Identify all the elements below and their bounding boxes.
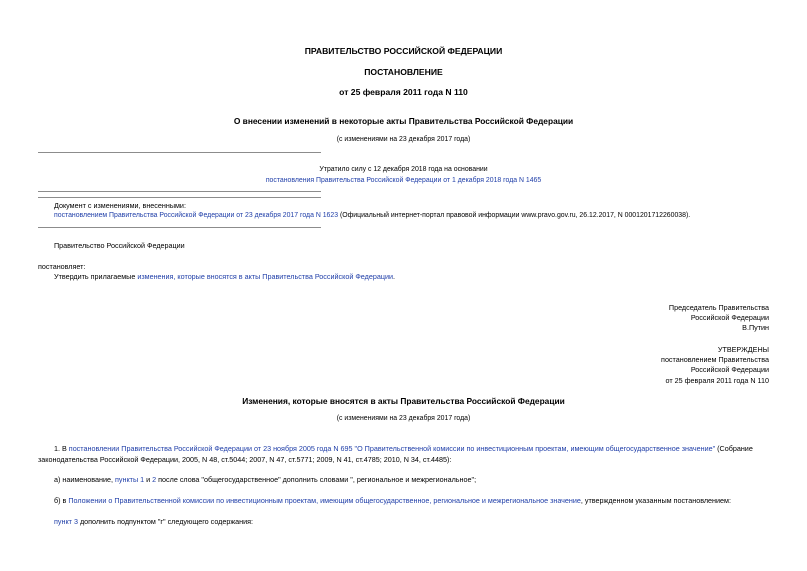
gov-line: Правительство Российской Федерации <box>54 241 185 250</box>
changes-amended: (с изменениями на 23 декабря 2017 года) <box>336 415 471 422</box>
p3-link[interactable]: пункт 3 <box>54 517 78 526</box>
doc-title: О внесении изменений в некоторые акты Правительства Российской Федерации <box>233 116 574 126</box>
approved-heading: УТВЕРЖДЕНЫ <box>717 345 769 354</box>
p1-link[interactable]: постановлении Правительства Российской Федерации от 23 ноября 2005 года N 695 "О Правительственной комиссии по инвестиционным проектам, имеющим общегосударственное значение" <box>68 444 716 453</box>
p1-suffix: (Собрание законодательства Российской Федерации, 2005, N 48, ст.5044; 2007, N 47, ст.5771; 2009, N 41, ст.4785; 2010, N 34, ст.4485): <box>38 444 753 464</box>
p3-suffix: дополнить подпунктом "г" следующего содержания: <box>77 517 254 526</box>
doc-type-heading: ПОСТАНОВЛЕНИЕ <box>364 67 443 77</box>
pa-suffix: после слова "общегосударственное" дополнить словами ", региональное и межрегиональное"; <box>156 475 477 484</box>
divider <box>38 227 321 228</box>
changes-title: Изменения, которые вносятся в акты Правительства Российской Федерации <box>242 396 565 406</box>
pb-prefix: б) в <box>54 496 69 505</box>
pb-link[interactable]: Положении о Правительственной комиссии по инвестиционным проектам, имеющим общегосударственное, региональное и межрегиональное значение <box>68 496 581 505</box>
paragraph-1 <box>38 444 769 465</box>
paragraph-b <box>54 496 731 505</box>
doc-date-number: от 25 февраля 2011 года N 110 <box>339 87 468 97</box>
signature-name: В.Путин <box>742 323 769 332</box>
changes-link[interactable]: постановлением Правительства Российской Федерации от 23 декабря 2017 года N 1623 <box>54 212 339 219</box>
pa-and: и <box>144 475 153 484</box>
changes-label: Документ с изменениями, внесенными: <box>54 201 186 210</box>
approved-date: от 25 февраля 2011 года N 110 <box>665 376 769 385</box>
expired-link[interactable]: постановления Правительства Российской Федерации от 1 декабря 2018 года N 1465 <box>265 177 542 184</box>
pa-link-1[interactable]: пункты 1 <box>115 475 145 484</box>
divider <box>38 197 321 198</box>
approve-prefix: Утвердить прилагаемые <box>54 272 138 281</box>
changes-source: (Официальный интернет-портал правовой информации www.pravo.gov.ru, 26.12.2017, N 0001201712260038). <box>338 212 691 219</box>
divider <box>38 191 321 192</box>
approved-country: Российской Федерации <box>690 365 769 374</box>
approve-link[interactable]: изменения, которые вносятся в акты Правительства Российской Федерации <box>137 272 393 281</box>
pb-suffix: , утвержденном указанным постановлением: <box>580 496 731 505</box>
government-heading: ПРАВИТЕЛЬСТВО РОССИЙСКОЙ ФЕДЕРАЦИИ <box>304 46 503 56</box>
paragraph-a <box>54 475 476 484</box>
approved-by: постановлением Правительства <box>661 355 769 364</box>
amended-note: (с изменениями на 23 декабря 2017 года) <box>336 136 471 143</box>
pa-link-2[interactable]: 2 <box>152 475 157 484</box>
changes-line <box>54 212 690 221</box>
expired-text: Утратило силу с 12 декабря 2018 года на основании <box>319 166 488 173</box>
pa-prefix: а) наименование, <box>54 475 115 484</box>
approve-line <box>54 272 395 281</box>
signature-country: Российской Федерации <box>690 313 769 322</box>
decrees-word: постановляет: <box>38 262 86 271</box>
p1-prefix: 1. В <box>54 444 69 453</box>
divider <box>38 152 321 153</box>
signature-position: Председатель Правительства <box>668 303 769 312</box>
paragraph-3 <box>54 517 253 526</box>
approve-suffix: . <box>392 272 395 281</box>
